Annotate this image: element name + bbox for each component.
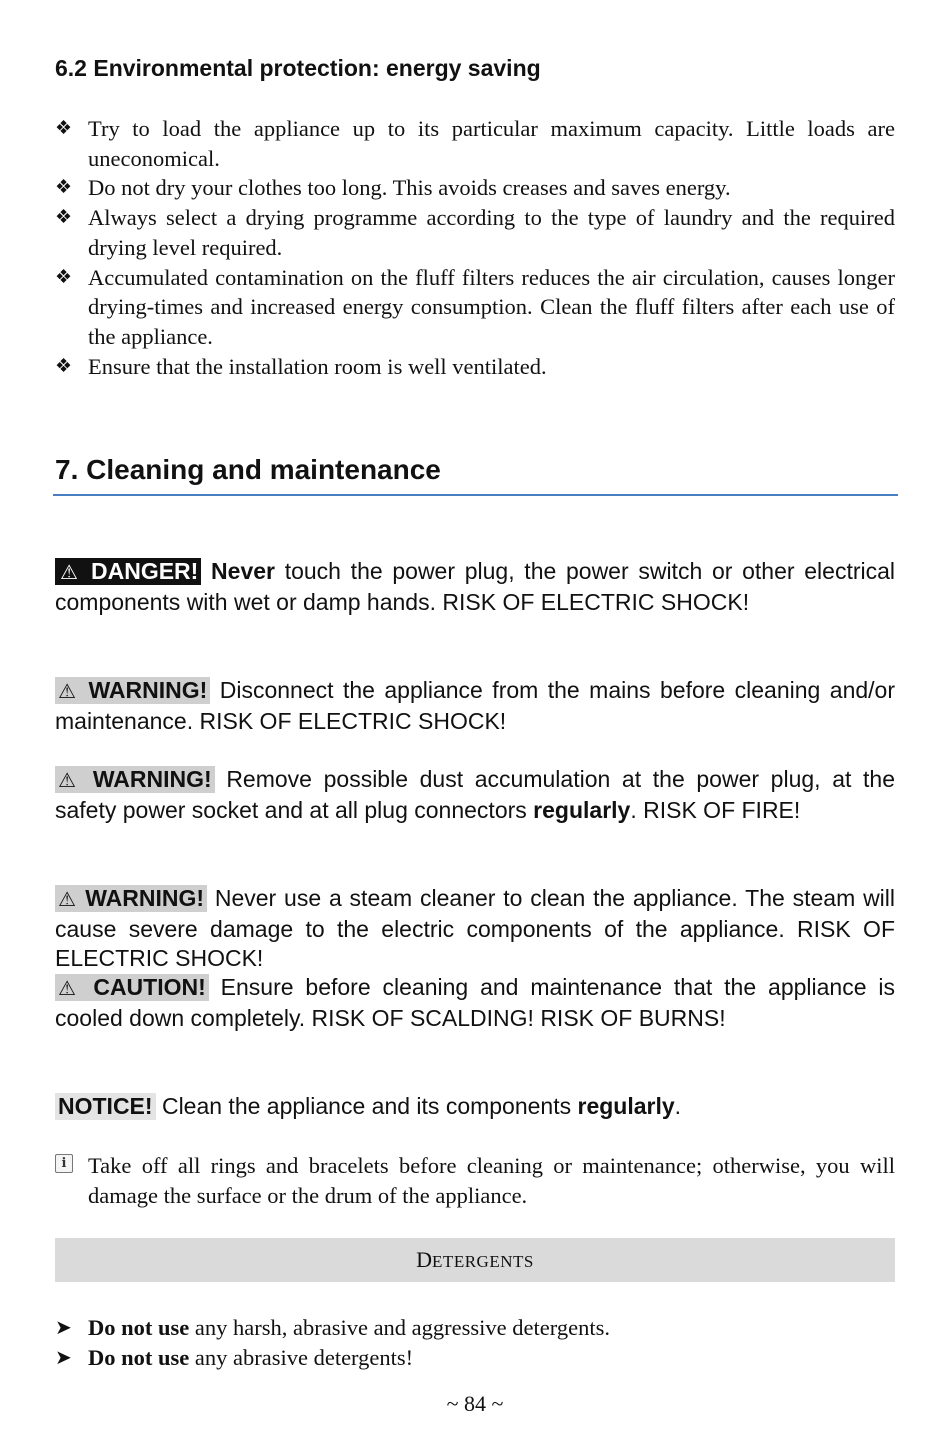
four-diamond-bullet-icon: ❖	[55, 266, 73, 288]
warning-badge: ⚠ WARNING!	[55, 766, 215, 793]
danger-alert: ⚠ DANGER! Never touch the power plug, the power switch or other electrical components with wet or damp hands. RISK OF ELECTRIC SHOCK!	[55, 558, 896, 615]
warning-badge: ⚠ WARNING!	[55, 885, 207, 912]
warning-triangle-icon: ⚠	[58, 976, 82, 1000]
warning-triangle-icon: ⚠	[58, 768, 82, 792]
warning-badge: ⚠ WARNING!	[55, 677, 210, 704]
list-item: ❖ Do not dry your clothes too long. This avoids creases and saves energy.	[55, 173, 895, 203]
notice-badge: NOTICE!	[55, 1093, 156, 1120]
info-icon: i	[55, 1154, 73, 1173]
danger-badge: ⚠ DANGER!	[55, 558, 201, 585]
four-diamond-bullet-icon: ❖	[55, 118, 73, 139]
warning-alert: ⚠ WARNING! Never use a steam cleaner to clean the appliance. The steam will cause severe damage to the electric components of the appliance. RISK OF ELECTRIC SHOCK!	[55, 885, 896, 972]
warning-triangle-icon: ⚠	[58, 679, 79, 703]
section-divider	[53, 494, 898, 496]
list-item: ❖ Try to load the appliance up to its particular maximum capacity. Little loads are uneconomical.	[55, 116, 895, 171]
arrowhead-bullet-icon: ➤	[55, 1344, 72, 1369]
list-item: ❖ Ensure that the installation room is well ventilated.	[55, 352, 895, 382]
notice-alert: NOTICE! Clean the appliance and its components regularly.	[55, 1092, 895, 1122]
caution-alert: ⚠ CAUTION! Ensure before cleaning and maintenance that the appliance is cooled down completely. RISK OF SCALDING! RISK OF BURNS!	[55, 974, 895, 1031]
warning-triangle-icon: ⚠	[60, 560, 82, 584]
list-item: ➤ Do not use any harsh, abrasive and aggressive detergents.	[55, 1313, 895, 1343]
four-diamond-bullet-icon: ❖	[55, 207, 73, 229]
arrowhead-bullet-icon: ➤	[55, 1315, 72, 1339]
caution-badge: ⚠ CAUTION!	[55, 974, 209, 1001]
list-item: ❖ Accumulated contamination on the fluff filters reduces the air circulation, causes longer drying-times and increased energy consumption. Clean the fluff filters after each use of the appliance.	[55, 264, 895, 349]
warning-triangle-icon: ⚠	[58, 887, 78, 911]
warning-alert: ⚠ WARNING! Disconnect the appliance from the mains before cleaning and/or maintenance. RISK OF ELECTRIC SHOCK!	[55, 677, 895, 734]
four-diamond-bullet-icon: ❖	[55, 177, 73, 199]
list-item: ❖ Always select a drying programme according to the type of laundry and the required drying level required.	[55, 205, 895, 260]
info-note: i Take off all rings and bracelets before cleaning or maintenance; otherwise, you will damage the surface or the drum of the appliance.	[55, 1151, 895, 1210]
detergents-list	[55, 1313, 895, 1372]
page-number: ~ 84 ~	[446, 1391, 504, 1416]
list-item: ➤ Do not use any abrasive detergents!	[55, 1343, 895, 1373]
warning-alert: ⚠ WARNING! Remove possible dust accumulation at the power plug, at the safety power socket and at all plug connectors regularly. RISK OF FIRE!	[55, 766, 895, 823]
section-7-heading: 7. Cleaning and maintenance	[55, 454, 441, 485]
section-6-2-heading: 6.2 Environmental protection: energy saving	[55, 55, 541, 81]
four-diamond-bullet-icon: ❖	[55, 355, 73, 377]
energy-saving-list	[55, 114, 895, 381]
detergents-heading: DETERGENTS	[55, 1238, 895, 1282]
